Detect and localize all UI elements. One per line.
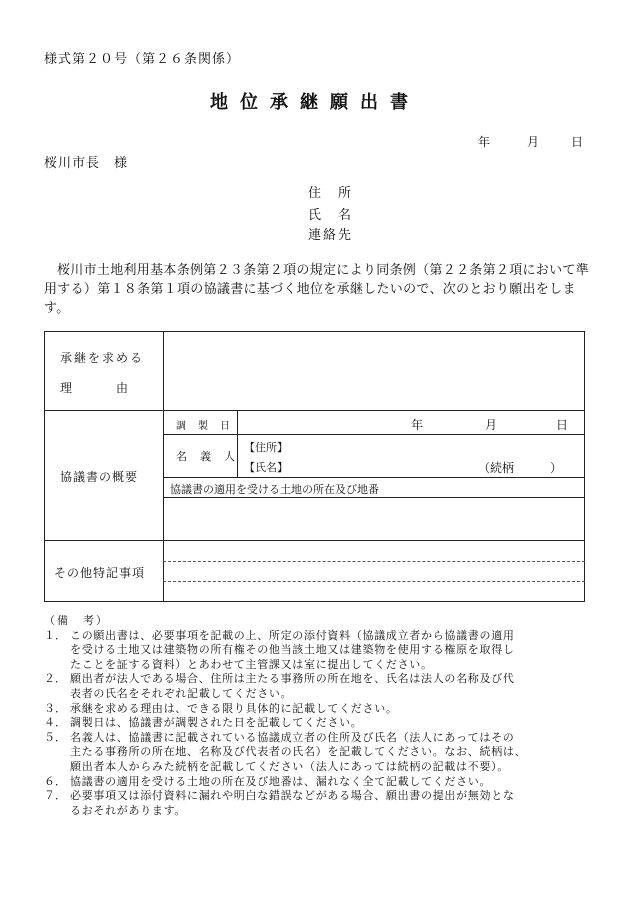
nominee-address-label: 【住所】 — [244, 441, 288, 454]
remark-item — [44, 629, 604, 673]
dashed-line — [163, 581, 585, 582]
dashed-line — [163, 561, 585, 562]
date-year: 年 — [478, 135, 491, 149]
relationship-label: （続柄 ） — [478, 461, 563, 475]
remark-item — [44, 716, 604, 731]
land-location-label: 協議書の適用を受ける土地の所在及び地番 — [170, 483, 379, 496]
applicant-address-label: 住 所 — [308, 186, 354, 201]
body-text: 桜川市土地利用基本条例第２３条第２項の規定により同条例（第２２条第２項において準用する）第１８条第１項の協議書に基づく地位を承継したいので、次のとおり願出をします。 — [44, 263, 590, 316]
nominee-name-label: 【氏名】 — [244, 461, 288, 474]
prep-date-label: 調 製 日 — [176, 421, 231, 432]
reason-label-line1: 承継を求める — [60, 351, 145, 365]
remark-text: 必要事項又は添付資料に漏れや明白な錯誤などがある場合、願出書の提出が無効とな るおそれがあります。 — [70, 789, 515, 817]
row-divider — [44, 540, 585, 541]
remark-item — [44, 775, 604, 790]
remark-text: 願出者が法人である場合、住所は主たる事務所の所在地を、氏名は法人の名称及び代 表者の氏名をそれぞれ記載してください。 — [70, 672, 515, 700]
remark-text: この願出書は、必要事項を記載の上、所定の添付資料（協議成立者から協議書の適用 を受ける土地又は建築物の所有権その他当該土地又は建築物を使用する権原を取得し たことを証する資料）とあわせて主管課又は室に提出してください。 — [70, 628, 515, 671]
prep-date-month: 月 — [485, 418, 498, 432]
remark-item — [44, 731, 604, 775]
remark-item — [44, 702, 604, 717]
date-month: 月 — [527, 135, 540, 149]
remark-number: １． — [44, 628, 66, 642]
remarks-heading: （備 考） — [44, 614, 109, 627]
prep-date-day: 日 — [556, 418, 569, 432]
remark-number: ３． — [44, 701, 66, 715]
remark-text: 協議書の適用を受ける土地の所在及び地番は、漏れなく全て記載してください。 — [70, 774, 492, 788]
row-divider — [44, 410, 585, 411]
nominee-label: 名 義 人 — [176, 450, 236, 463]
reason-label-line2: 理 由 — [60, 381, 131, 395]
remark-text: 承継を求める理由は、できる限り具体的に記載してください。 — [70, 701, 398, 715]
prep-date-year: 年 — [411, 418, 424, 432]
column-divider — [237, 410, 238, 477]
applicant-name-label: 氏 名 — [308, 208, 354, 223]
document-title: 地位承継願出書 — [210, 92, 420, 113]
remark-item — [44, 672, 604, 701]
remark-number: ６． — [44, 774, 66, 788]
date-day: 日 — [571, 135, 584, 149]
form-number: 様式第２０号（第２６条関係） — [44, 52, 241, 67]
applicant-contact-label: 連絡先 — [308, 228, 354, 243]
addressee: 桜川市長 様 — [44, 156, 129, 171]
remark-number: ４． — [44, 716, 66, 730]
remark-text: 調製日は、協議書が調製された日を記載してください。 — [70, 716, 363, 730]
row-divider — [163, 477, 585, 478]
other-notes-label: その他特記事項 — [54, 566, 146, 580]
row-divider — [163, 497, 585, 498]
row-divider — [163, 434, 585, 435]
remark-number: ５． — [44, 730, 66, 744]
remark-number: ２． — [44, 672, 66, 686]
remark-text: 名義人は、協議書に記載されている協議成立者の住所及び氏名（法人にあってはその 主たる事務所の所在地、名称及び代表者の氏名）を記載してください。なお、続柄は、 願出者本人からみた続柄を記載してください（法人にあっては続柄の記載は不要）。 — [70, 730, 527, 773]
summary-label: 協議書の概要 — [60, 470, 139, 484]
remarks-section — [44, 614, 604, 818]
remark-item — [44, 789, 604, 818]
remark-number: ７． — [44, 789, 66, 803]
